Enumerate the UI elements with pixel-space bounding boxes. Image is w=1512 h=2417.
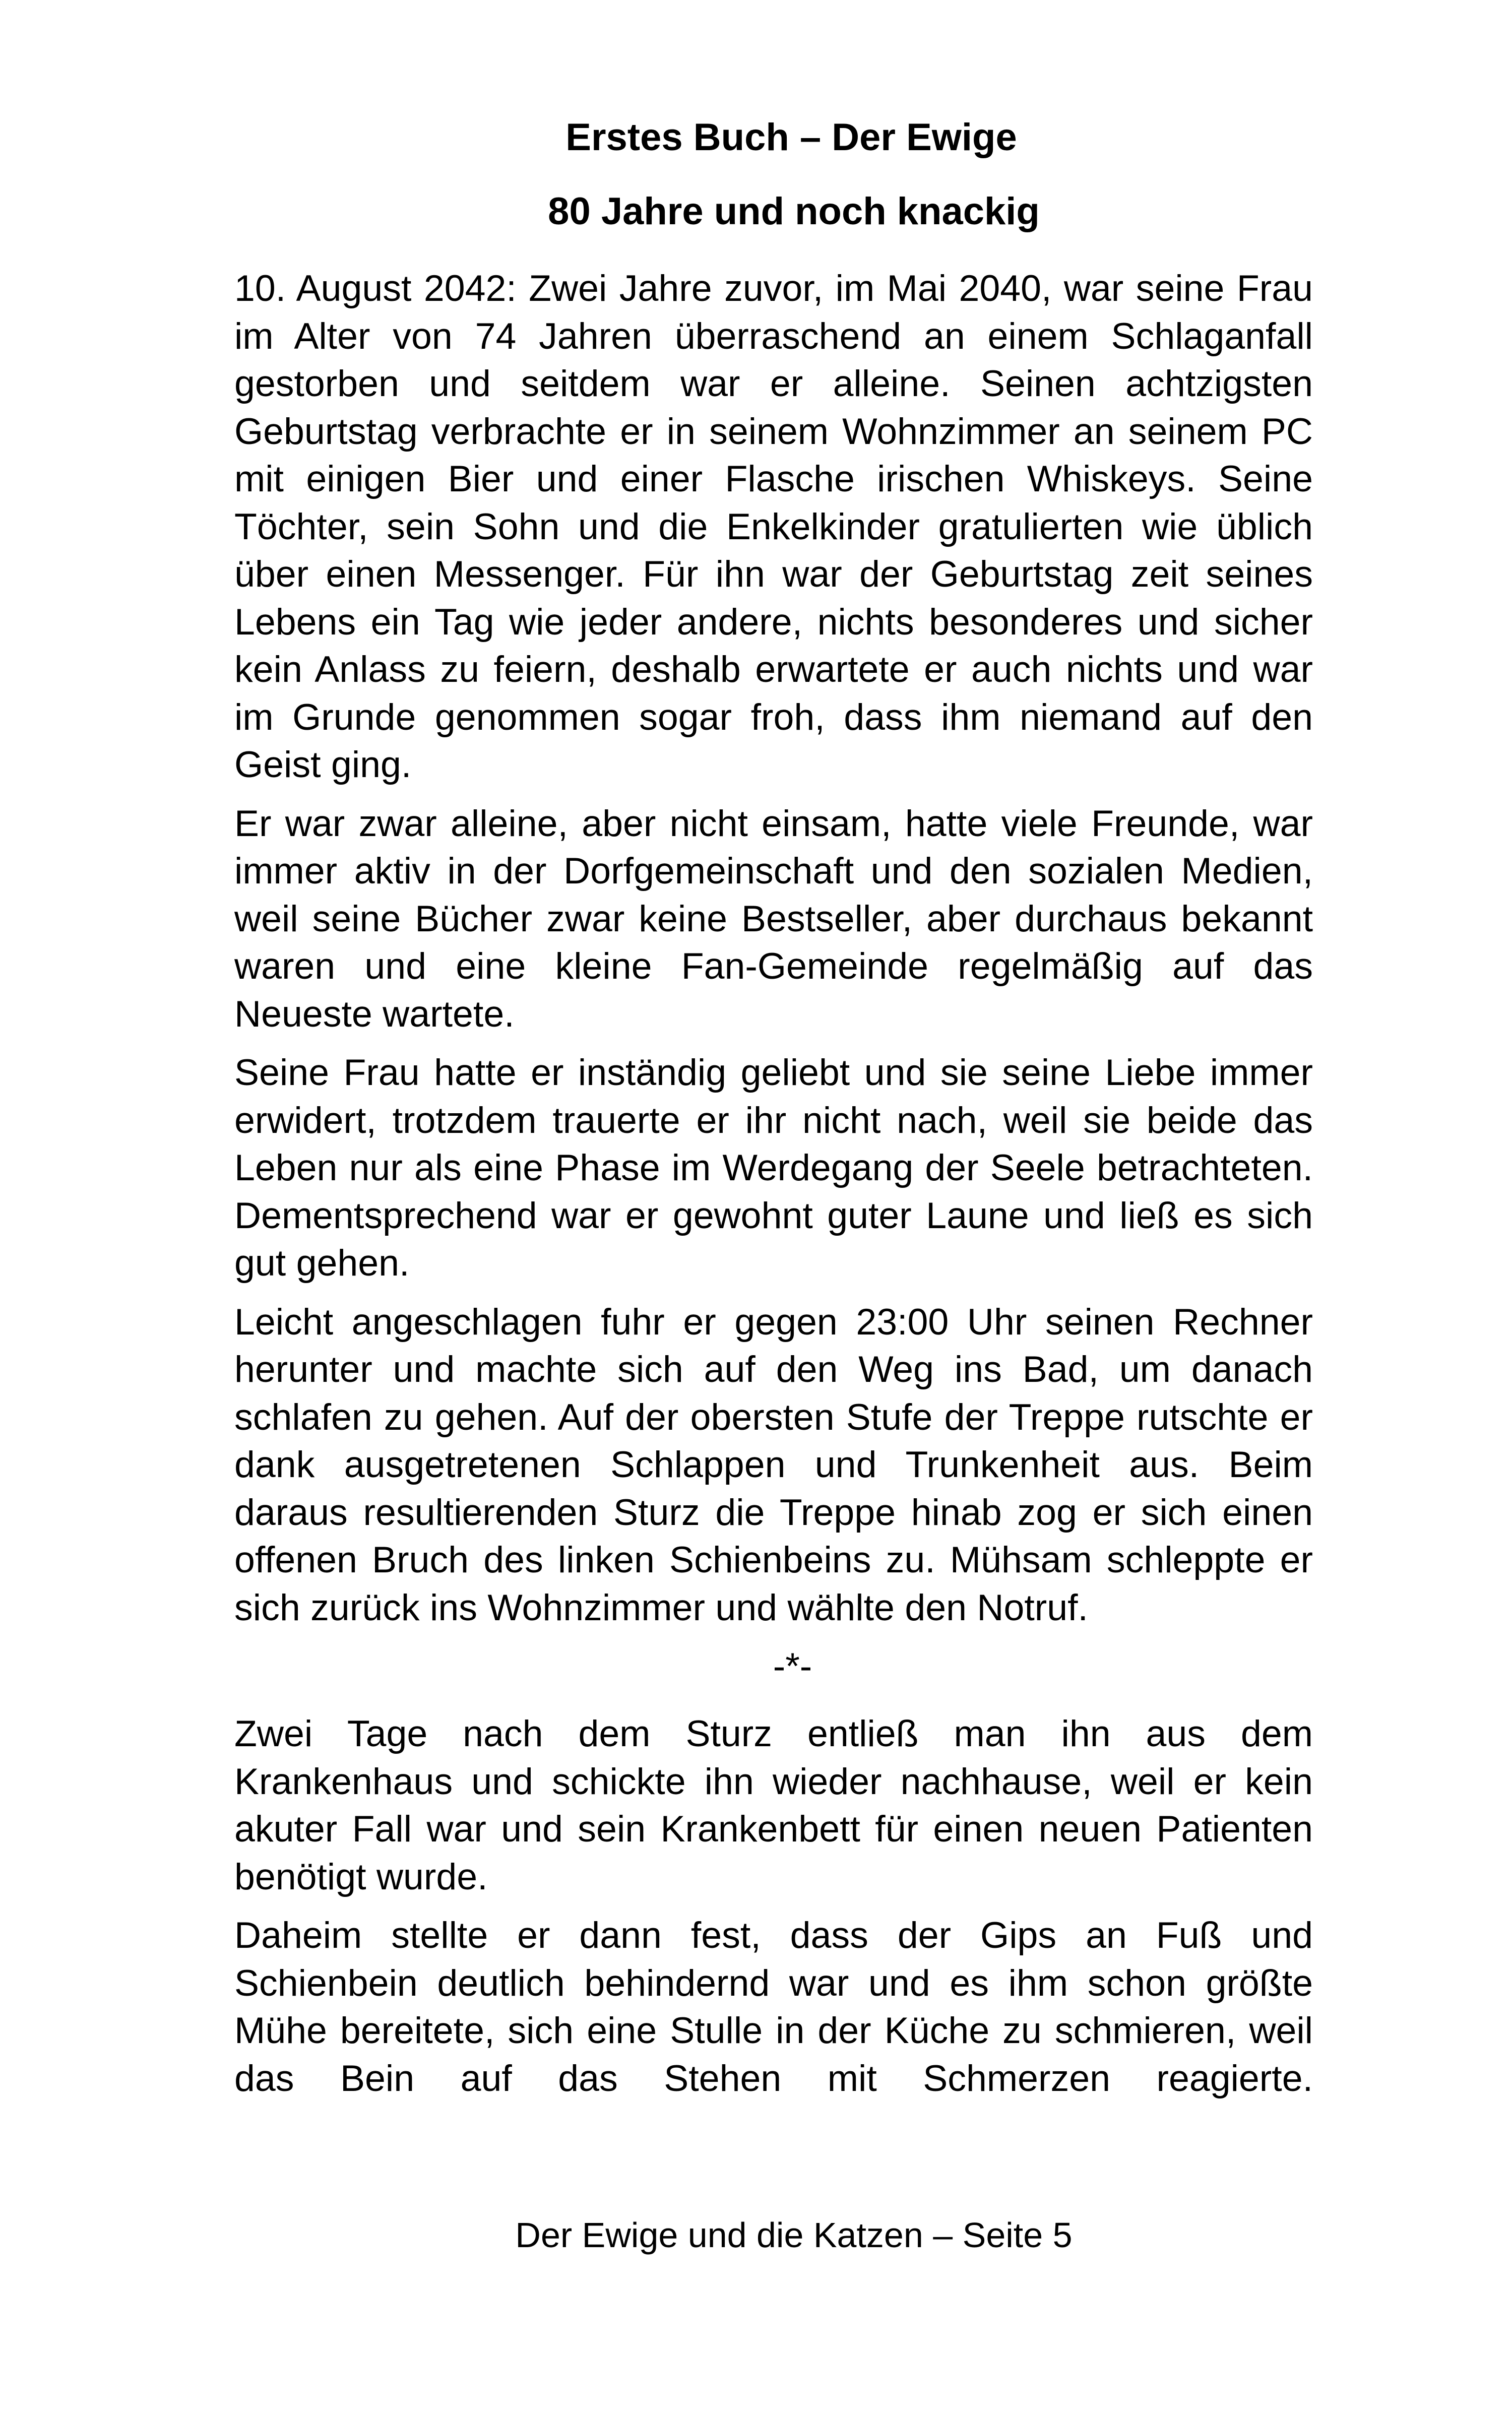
scene-break: -*-	[773, 1645, 812, 1687]
paragraph: Daheim stellte er dann fest, dass der Gips an Fuß und Schienbein deutlich behindernd war und es ihm schon größte Mühe bereitete, sich eine Stulle in der Küche zu schmieren, weil das Bein auf das Stehen mit Schmerzen reagierte.	[234, 1914, 1313, 2099]
paragraph: Seine Frau hatte er inständig geliebt und sie seine Liebe immer erwidert, trotzdem trauerte er ihr nicht nach, weil sie beide das Leben nur als eine Phase im Werdegang der Seele betrachteten. Dementsprechend war er gewohnt guter Laune und ließ es sich gut gehen.	[234, 1051, 1313, 1284]
paragraph: 10. August 2042: Zwei Jahre zuvor, im Mai 2040, war seine Frau im Alter von 74 Jahren überraschend an einem Schlaganfall gestorben und seitdem war er alleine. Seinen achtzigsten Geburtstag verbrachte er in seinem Wohnzimmer an seinem PC mit einigen Bier und einer Flasche irischen Whiskeys. Seine Töchter, sein Sohn und die Enkelkinder gratulierten wie üblich über einen Messenger. Für ihn war der Geburtstag zeit seines Lebens ein Tag wie jeder andere, nichts besonderes und sicher kein Anlass zu feiern, deshalb erwartete er auch nichts und war im Grunde genommen sogar froh, dass ihm niemand auf den Geist ging.	[234, 267, 1313, 785]
page-footer: Der Ewige und die Katzen – Seite 5	[515, 2215, 1073, 2255]
paragraph: Er war zwar alleine, aber nicht einsam, hatte viele Freunde, war immer aktiv in der Dorfgemeinschaft und den sozialen Medien, weil seine Bücher zwar keine Bestseller, aber durchaus bekannt waren und eine kleine Fan-Gemeinde regelmäßig auf das Neueste wartete.	[234, 802, 1313, 1035]
chapter-title: 80 Jahre und noch knackig	[548, 190, 1040, 233]
body-text	[234, 265, 1313, 2113]
book-title: Erstes Buch – Der Ewige	[565, 116, 1017, 159]
paragraph: Zwei Tage nach dem Sturz entließ man ihn aus dem Krankenhaus und schickte ihn wieder nachhause, weil er kein akuter Fall war und sein Krankenbett für einen neuen Patienten benötigt wurde.	[234, 1712, 1313, 1897]
paragraph: Leicht angeschlagen fuhr er gegen 23:00 Uhr seinen Rechner herunter und machte sich auf den Weg ins Bad, um danach schlafen zu gehen. Auf der obersten Stufe der Treppe rutschte er dank ausgetretenen Schlappen und Trunkenheit aus. Beim daraus resultierenden Sturz die Treppe hinab zog er sich einen offenen Bruch des linken Schienbeins zu. Mühsam schleppte er sich zurück ins Wohnzimmer und wählte den Notruf.	[234, 1300, 1313, 1628]
